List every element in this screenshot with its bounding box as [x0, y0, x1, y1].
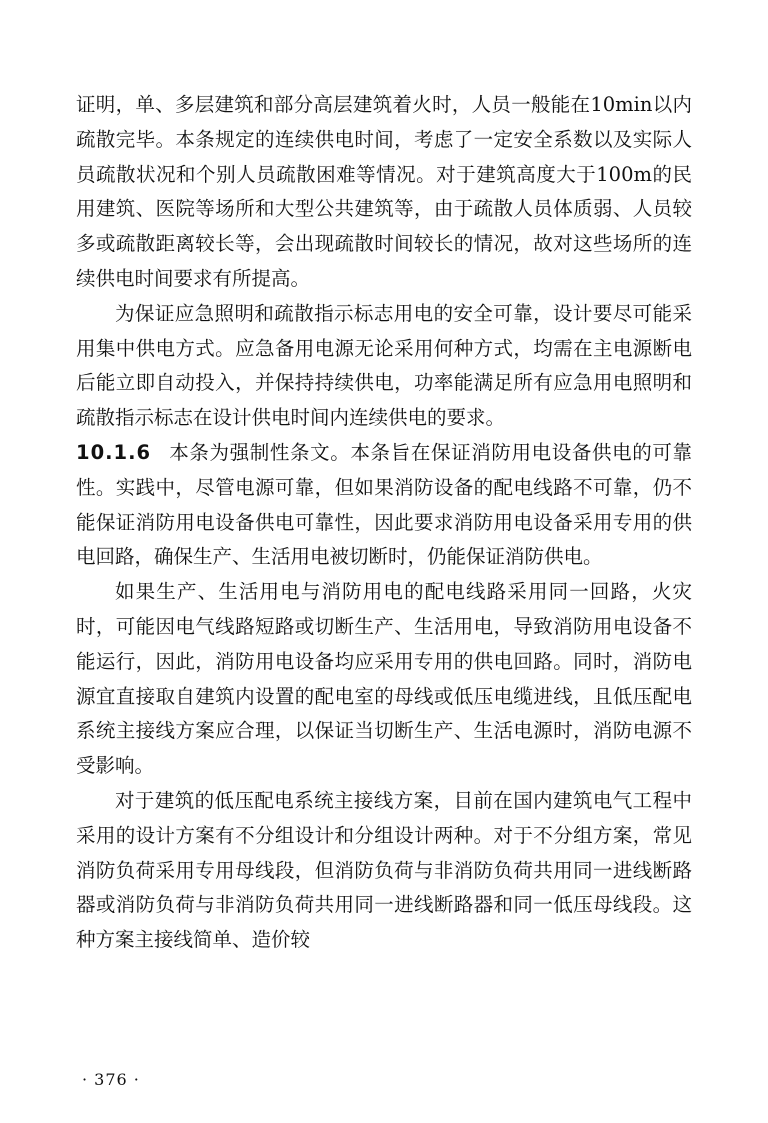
page-number: · 376 · [82, 1070, 140, 1089]
paragraph-5-text: 对于建筑的低压配电系统主接线方案，目前在国内建筑电气工程中采用的设计方案有不分组设计和分组设计两种。对于不分组方案，常见消防负荷采用专用母线段，但消防负荷与非消防负荷共用同一进线断路器或消防负荷与非消防负荷共用同一进线断路器和同一低压母线段。这种方案主接线简单、造价较 [76, 788, 692, 952]
paragraph-1-text: 证明，单、多层建筑和部分高层建筑着火时，人员一般能在10min以内疏散完毕。本条规定的连续供电时间，考虑了一定安全系数以及实际人员疏散状况和个别人员疏散困难等情况。对于建筑高度大于100m的民用建筑、医院等场所和大型公共建筑等，由于疏散人员体质弱、人员较多或疏散距离较长等，会出现疏散时间较长的情况，故对这些场所的连续供电时间要求有所提高。 [76, 93, 692, 290]
paragraph-4-text: 如果生产、生活用电与消防用电的配电线路采用同一回路，火灾时，可能因电气线路短路或切断生产、生活用电，导致消防用电设备不能运行，因此，消防用电设备均应采用专用的供电回路。同时，消防电源宜直接取自建筑内设置的配电室的母线或低压电缆进线，且低压配电系统主接线方案应合理，以保证当切断生产、生活电源时，消防电源不受影响。 [76, 580, 692, 778]
paragraph-5 [76, 784, 692, 958]
paragraph-2-text: 为保证应急照明和疏散指示标志用电的安全可靠，设计要尽可能采用集中供电方式。应急备用电源无论采用何种方式，均需在主电源断电后能立即自动投入，并保持持续供电，功率能满足所有应急用电照明和疏散指示标志在设计供电时间内连续供电的要求。 [76, 301, 692, 430]
paragraph-1 [76, 88, 692, 297]
paragraph-2 [76, 297, 692, 436]
clause-number: 10.1.6 [76, 440, 152, 464]
paragraph-4 [76, 575, 692, 784]
clause-10-1-6 [76, 436, 692, 575]
document-body [76, 88, 692, 958]
clause-10-1-6-text: 本条为强制性条文。本条旨在保证消防用电设备供电的可靠性。实践中，尽管电源可靠，但如果消防设备的配电线路不可靠，仍不能保证消防用电设备供电可靠性，因此要求消防用电设备采用专用的供电回路，确保生产、生活用电被切断时，仍能保证消防供电。 [76, 440, 692, 569]
